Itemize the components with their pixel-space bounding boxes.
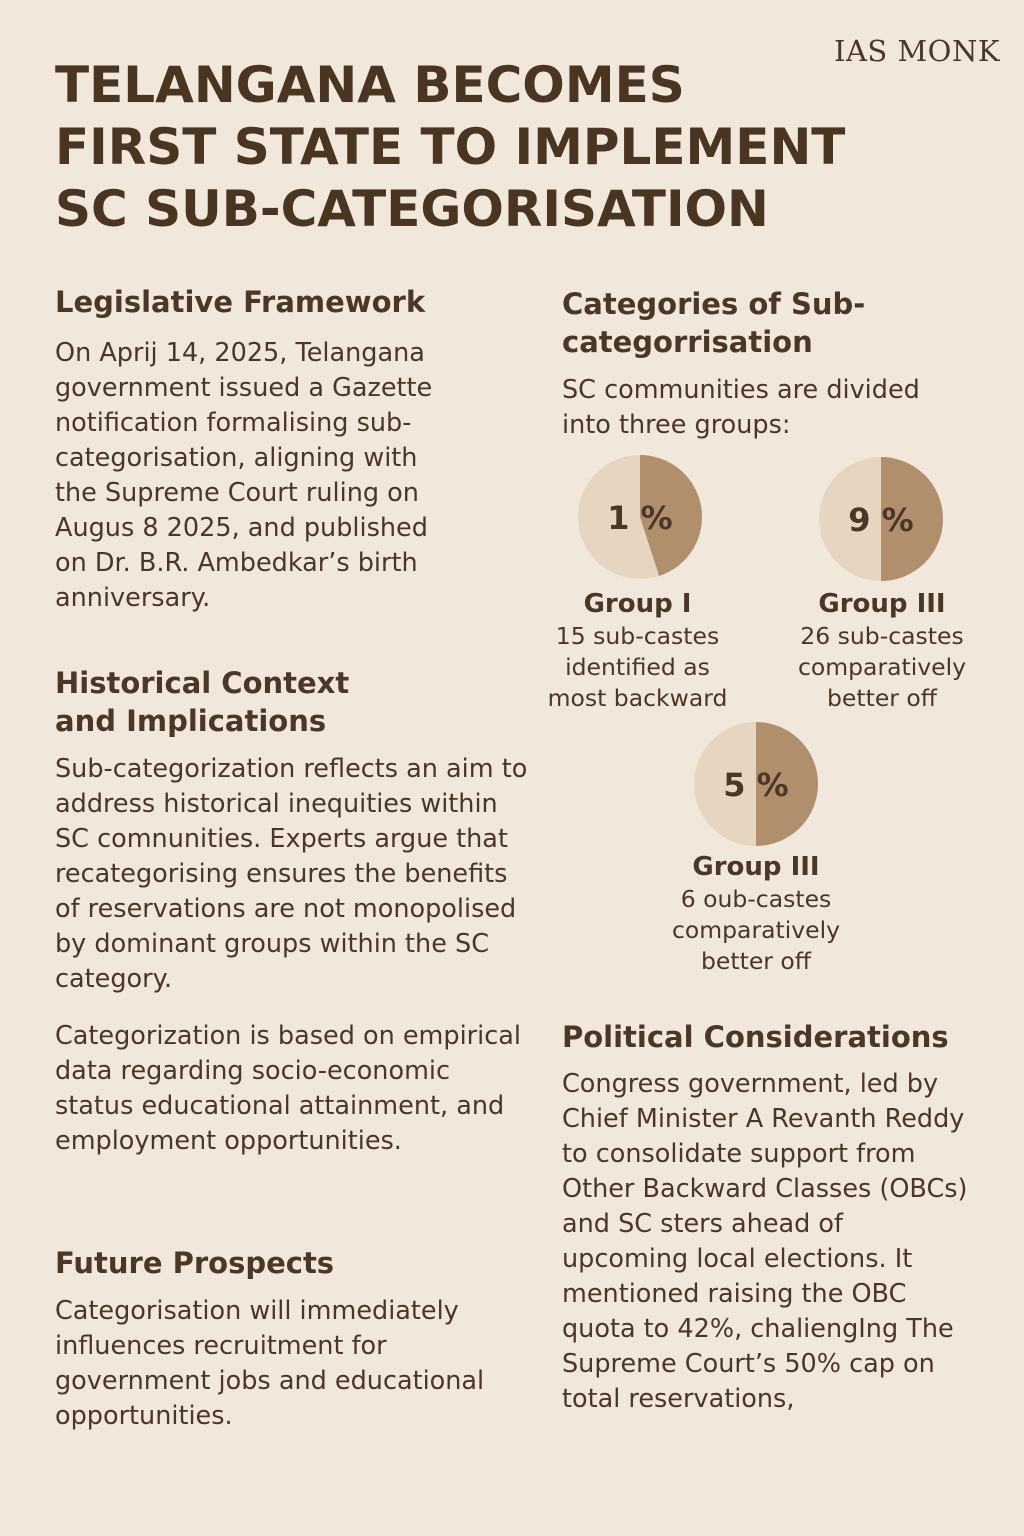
title-line-3: SC SUB-CATEGORISATION — [55, 180, 769, 238]
group-1-description: 15 sub-castes identified as most backward — [547, 622, 728, 712]
group-3-pie — [692, 720, 820, 848]
group-1-pie — [576, 453, 704, 581]
categories-heading: Categories of Sub-categorrisation — [562, 287, 866, 359]
legislative-text: On Aprij 14, 2025, Telangana government issued a Gazette notification formalising sub-categorisation, aligning with the Supreme Court ruling on Augus 8 2025, and published on Dr. B.R. Ambedkar’s birth anniversary. — [55, 338, 433, 613]
political-heading: Political Considerations — [562, 1020, 949, 1054]
group-3-percent: 5 % — [723, 766, 789, 804]
group-3-name: Group III — [692, 852, 820, 882]
future-heading: Future Prospects — [55, 1246, 335, 1280]
historical-heading: Historical Context and Implications — [55, 666, 350, 738]
group-1-name: Group I — [583, 589, 692, 619]
group-2-percent: 9 % — [848, 501, 914, 539]
brand-logo: IAS MONK — [834, 34, 1000, 68]
group-2-description: 26 sub-castes comparatively better off — [797, 622, 967, 712]
title-line-1: TELANGANA BECOMES — [55, 56, 685, 114]
group-2-name: Group III — [818, 589, 946, 619]
group-2-label — [782, 587, 982, 714]
historical-text-1: Sub-categorization reflects an aim to address historical inequities within SC comnunities. Experts argue that recategorising ensures the benefits of reservations are not monopolised by dominant groups within the SC category. — [55, 754, 528, 994]
page-title — [55, 54, 935, 240]
group-3-description: 6 oub-castes comparatively better off — [671, 885, 841, 975]
political-text: Congress government, led by Chief Minister A Revanth Reddy to consolidate support from Other Backward Classes (OBCs) and SC sters ahead of upcoming local elections. It mentioned raising the OBC quota to 42%, chaliengIng The Supreme Court’s 50% cap on total reservations, — [562, 1069, 968, 1414]
group-1-percent: 1 % — [607, 499, 673, 537]
title-line-2: FIRST STATE TO IMPLEMENT — [55, 118, 846, 176]
legislative-heading: Legislative Framework — [55, 285, 426, 319]
group-2-pie — [817, 455, 945, 583]
historical-text-2: Categorization is based on empirical data regarding socio-economic status educational attainment, and employment opportunities. — [55, 1021, 521, 1156]
group-3-label — [656, 850, 856, 977]
future-text: Categorisation will immediately influences recruitment for government jobs and educational opportunities. — [55, 1296, 485, 1431]
group-1-label — [535, 587, 740, 714]
categories-intro: SC communities are divided into three groups: — [562, 375, 920, 440]
